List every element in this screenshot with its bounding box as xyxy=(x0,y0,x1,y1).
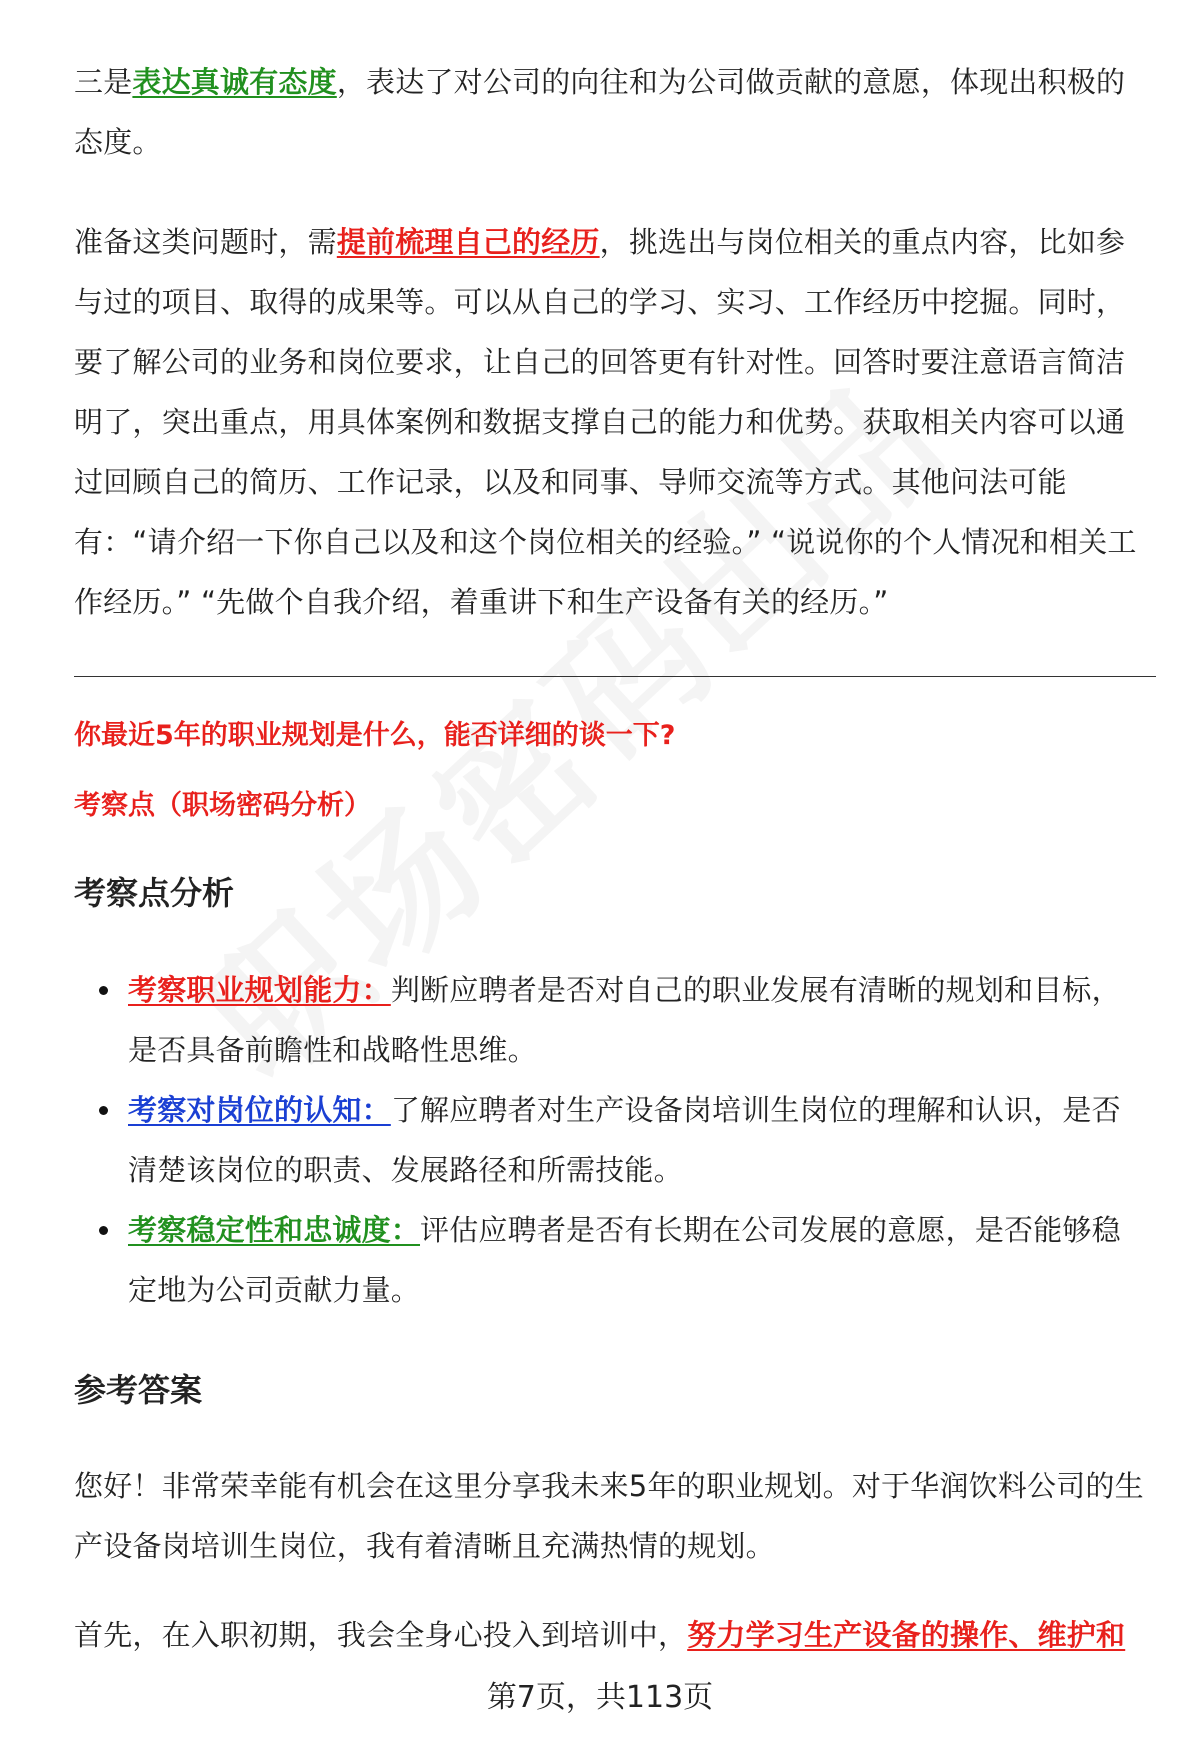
highlight-sincere-attitude: 表达真诚有态度 xyxy=(132,65,337,99)
list-item xyxy=(74,1080,1149,1200)
highlight-review-experience: 提前梳理自己的经历 xyxy=(336,225,600,259)
bullet-text: 判断应聘者是否对自己的职业发展有清晰的规划和目标，是否具备前瞻性和战略性思维。 xyxy=(128,973,1121,1067)
question-title: 你最近5年的职业规划是什么，能否详细的谈一下? xyxy=(74,720,676,751)
paragraph-text: ，表达了对公司的向往和为公司做贡献的意愿，体现出积极的态度。 xyxy=(74,65,1126,159)
list-item xyxy=(74,1200,1149,1320)
bullet-text: 评估应聘者是否有长期在公司发展的意愿，是否能够稳定地为公司贡献力量。 xyxy=(128,1213,1121,1307)
answer-first-step xyxy=(74,1605,1149,1665)
paragraph-text: 首先，在入职初期，我会全身心投入到培训中， xyxy=(74,1618,688,1652)
paragraph-preparation xyxy=(74,212,1149,632)
paragraph-text: 三是 xyxy=(74,65,133,99)
highlight-learn-equipment: 努力学习生产设备的操作、维护和 xyxy=(687,1618,1126,1652)
paragraph-text: 准备这类问题时，需 xyxy=(74,225,337,259)
list-item xyxy=(74,960,1149,1080)
bullet-highlight: 考察对岗位的认知： xyxy=(128,1093,391,1127)
paragraph-text: ，挑选出与岗位相关的重点内容，比如参与过的项目、取得的成果等。可以从自己的学习、实习、工作经历中挖掘。同时，要了解公司的业务和岗位要求，让自己的回答更有针对性。回答时要注意语言简洁明了，突出重点，用具体案例和数据支撑自己的能力和优势。获取相关内容可以通过回顾自己的简历、工作记录，以及和同事、导师交流等方式。其他问法可能有：“请介绍一下你自己以及和这个岗位相关的经验。” “说说你的个人情况和相关工作经历。” “先做个自我介绍，着重讲下和生产设备有关的经历。” xyxy=(74,225,1137,619)
section-divider xyxy=(74,676,1156,677)
question-subtitle: 考察点（职场密码分析） xyxy=(74,790,371,821)
bullet-icon xyxy=(99,986,108,995)
page-number: 第7页，共113页 xyxy=(486,1680,714,1715)
section-heading-reference-answer: 参考答案 xyxy=(74,1371,203,1409)
answer-intro: 您好！非常荣幸能有机会在这里分享我未来5年的职业规划。对于华润饮料公司的生产设备岗培训生岗位，我有着清晰且充满热情的规划。 xyxy=(74,1469,1144,1563)
bullet-highlight: 考察稳定性和忠诚度： xyxy=(128,1213,421,1247)
bullet-highlight: 考察职业规划能力： xyxy=(128,973,391,1007)
paragraph-sincere-attitude xyxy=(74,52,1149,172)
analysis-list xyxy=(74,960,1149,1320)
section-heading-analysis: 考察点分析 xyxy=(74,874,235,912)
bullet-icon xyxy=(99,1226,108,1235)
bullet-text: 了解应聘者对生产设备岗培训生岗位的理解和认识，是否清楚该岗位的职责、发展路径和所需技能。 xyxy=(128,1093,1121,1187)
bullet-icon xyxy=(99,1106,108,1115)
